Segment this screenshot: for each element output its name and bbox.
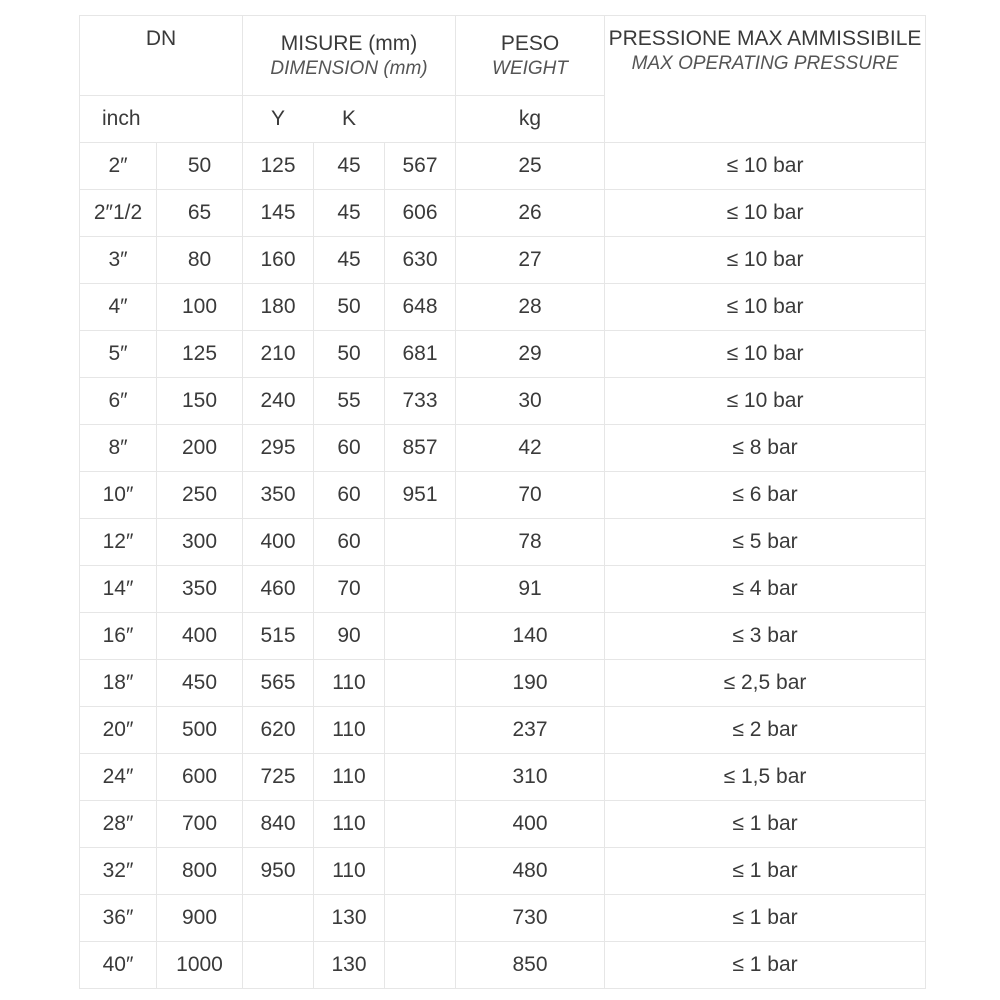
cell-k: 50 bbox=[314, 331, 385, 378]
spec-table bbox=[79, 15, 926, 989]
cell-k: 60 bbox=[314, 472, 385, 519]
cell-dn: 600 bbox=[157, 754, 243, 801]
cell-inch: 36″ bbox=[80, 895, 157, 942]
cell-pres: ≤ 10 bar bbox=[605, 190, 926, 237]
cell-l: 857 bbox=[385, 425, 456, 472]
cell-k: 50 bbox=[314, 284, 385, 331]
cell-dn: 250 bbox=[157, 472, 243, 519]
cell-y: 840 bbox=[243, 801, 314, 848]
table-row bbox=[80, 895, 926, 942]
cell-inch: 5″ bbox=[80, 331, 157, 378]
cell-peso: 28 bbox=[456, 284, 605, 331]
cell-peso: 30 bbox=[456, 378, 605, 425]
cell-inch: 16″ bbox=[80, 613, 157, 660]
cell-y: 180 bbox=[243, 284, 314, 331]
cell-y bbox=[243, 942, 314, 989]
cell-peso: 42 bbox=[456, 425, 605, 472]
cell-l bbox=[385, 660, 456, 707]
cell-y: 565 bbox=[243, 660, 314, 707]
cell-peso: 850 bbox=[456, 942, 605, 989]
header-peso-en-label: WEIGHT bbox=[492, 57, 569, 79]
table-row bbox=[80, 942, 926, 989]
cell-l bbox=[385, 848, 456, 895]
cell-pres: ≤ 10 bar bbox=[605, 331, 926, 378]
cell-peso: 480 bbox=[456, 848, 605, 895]
cell-k: 45 bbox=[314, 237, 385, 284]
cell-y: 240 bbox=[243, 378, 314, 425]
cell-y: 950 bbox=[243, 848, 314, 895]
cell-y: 620 bbox=[243, 707, 314, 754]
table-row bbox=[80, 143, 926, 190]
table-row bbox=[80, 848, 926, 895]
cell-pres: ≤ 1 bar bbox=[605, 942, 926, 989]
cell-peso: 140 bbox=[456, 613, 605, 660]
cell-dn: 125 bbox=[157, 331, 243, 378]
cell-inch: 2″ bbox=[80, 143, 157, 190]
cell-y bbox=[243, 895, 314, 942]
header-peso bbox=[456, 16, 605, 96]
table-row bbox=[80, 425, 926, 472]
cell-peso: 70 bbox=[456, 472, 605, 519]
cell-dn: 900 bbox=[157, 895, 243, 942]
cell-k: 60 bbox=[314, 425, 385, 472]
cell-pres: ≤ 2,5 bar bbox=[605, 660, 926, 707]
cell-inch: 24″ bbox=[80, 754, 157, 801]
cell-y: 515 bbox=[243, 613, 314, 660]
cell-peso: 29 bbox=[456, 331, 605, 378]
header-dn bbox=[80, 16, 243, 96]
cell-l bbox=[385, 895, 456, 942]
cell-peso: 190 bbox=[456, 660, 605, 707]
cell-pres: ≤ 1,5 bar bbox=[605, 754, 926, 801]
cell-pres: ≤ 8 bar bbox=[605, 425, 926, 472]
cell-l: 733 bbox=[385, 378, 456, 425]
header-misure bbox=[243, 16, 456, 96]
table-row bbox=[80, 707, 926, 754]
cell-k: 110 bbox=[314, 848, 385, 895]
cell-y: 210 bbox=[243, 331, 314, 378]
cell-dn: 150 bbox=[157, 378, 243, 425]
cell-k: 130 bbox=[314, 895, 385, 942]
cell-y: 400 bbox=[243, 519, 314, 566]
cell-dn: 80 bbox=[157, 237, 243, 284]
cell-peso: 78 bbox=[456, 519, 605, 566]
cell-pres: ≤ 1 bar bbox=[605, 801, 926, 848]
cell-k: 45 bbox=[314, 143, 385, 190]
cell-k: 130 bbox=[314, 942, 385, 989]
cell-dn: 1000 bbox=[157, 942, 243, 989]
cell-dn: 700 bbox=[157, 801, 243, 848]
cell-dn: 100 bbox=[157, 284, 243, 331]
cell-k: 55 bbox=[314, 378, 385, 425]
header-misure-label: MISURE (mm) bbox=[280, 31, 418, 55]
table-row bbox=[80, 378, 926, 425]
cell-dn: 800 bbox=[157, 848, 243, 895]
cell-y: 145 bbox=[243, 190, 314, 237]
cell-inch: 6″ bbox=[80, 378, 157, 425]
cell-l bbox=[385, 801, 456, 848]
cell-peso: 26 bbox=[456, 190, 605, 237]
cell-y: 295 bbox=[243, 425, 314, 472]
table-row bbox=[80, 613, 926, 660]
table-row bbox=[80, 519, 926, 566]
cell-inch: 18″ bbox=[80, 660, 157, 707]
cell-dn: 400 bbox=[157, 613, 243, 660]
header-misure-en-label: DIMENSION (mm) bbox=[270, 57, 428, 79]
cell-y: 725 bbox=[243, 754, 314, 801]
cell-peso: 25 bbox=[456, 143, 605, 190]
cell-pres: ≤ 10 bar bbox=[605, 143, 926, 190]
header-pressione bbox=[605, 16, 926, 143]
cell-pres: ≤ 6 bar bbox=[605, 472, 926, 519]
cell-y: 160 bbox=[243, 237, 314, 284]
cell-inch: 20″ bbox=[80, 707, 157, 754]
unit-y: Y bbox=[243, 96, 314, 143]
cell-peso: 91 bbox=[456, 566, 605, 613]
cell-k: 110 bbox=[314, 801, 385, 848]
cell-pres: ≤ 2 bar bbox=[605, 707, 926, 754]
cell-pres: ≤ 1 bar bbox=[605, 848, 926, 895]
table-row bbox=[80, 237, 926, 284]
cell-dn: 300 bbox=[157, 519, 243, 566]
cell-l: 681 bbox=[385, 331, 456, 378]
cell-l bbox=[385, 942, 456, 989]
cell-inch: 4″ bbox=[80, 284, 157, 331]
cell-l bbox=[385, 754, 456, 801]
cell-peso: 310 bbox=[456, 754, 605, 801]
cell-inch: 32″ bbox=[80, 848, 157, 895]
cell-peso: 27 bbox=[456, 237, 605, 284]
unit-k: K bbox=[314, 96, 385, 143]
table-row bbox=[80, 331, 926, 378]
cell-pres: ≤ 10 bar bbox=[605, 378, 926, 425]
unit-inch: inch bbox=[80, 96, 243, 143]
cell-pres: ≤ 4 bar bbox=[605, 566, 926, 613]
cell-dn: 200 bbox=[157, 425, 243, 472]
cell-dn: 500 bbox=[157, 707, 243, 754]
cell-inch: 28″ bbox=[80, 801, 157, 848]
unit-blank bbox=[385, 96, 456, 143]
cell-pres: ≤ 1 bar bbox=[605, 895, 926, 942]
table-body bbox=[80, 143, 926, 989]
cell-l bbox=[385, 707, 456, 754]
cell-l bbox=[385, 566, 456, 613]
table-row bbox=[80, 660, 926, 707]
cell-l bbox=[385, 519, 456, 566]
cell-y: 350 bbox=[243, 472, 314, 519]
cell-inch: 14″ bbox=[80, 566, 157, 613]
cell-inch: 3″ bbox=[80, 237, 157, 284]
cell-k: 110 bbox=[314, 707, 385, 754]
cell-dn: 50 bbox=[157, 143, 243, 190]
table-row bbox=[80, 472, 926, 519]
header-pressione-label: PRESSIONE MAX AMMISSIBILE bbox=[608, 27, 922, 50]
cell-y: 125 bbox=[243, 143, 314, 190]
cell-k: 110 bbox=[314, 660, 385, 707]
cell-dn: 65 bbox=[157, 190, 243, 237]
cell-k: 70 bbox=[314, 566, 385, 613]
cell-inch: 40″ bbox=[80, 942, 157, 989]
header-row-titles bbox=[80, 16, 926, 96]
cell-l: 951 bbox=[385, 472, 456, 519]
cell-peso: 400 bbox=[456, 801, 605, 848]
cell-dn: 350 bbox=[157, 566, 243, 613]
cell-inch: 8″ bbox=[80, 425, 157, 472]
table-row bbox=[80, 566, 926, 613]
cell-pres: ≤ 5 bar bbox=[605, 519, 926, 566]
cell-peso: 237 bbox=[456, 707, 605, 754]
cell-k: 60 bbox=[314, 519, 385, 566]
cell-l: 567 bbox=[385, 143, 456, 190]
cell-pres: ≤ 10 bar bbox=[605, 237, 926, 284]
unit-kg: kg bbox=[456, 96, 605, 143]
table-row bbox=[80, 801, 926, 848]
cell-k: 110 bbox=[314, 754, 385, 801]
cell-inch: 2″1/2 bbox=[80, 190, 157, 237]
spec-table-container bbox=[79, 15, 926, 989]
cell-pres: ≤ 3 bar bbox=[605, 613, 926, 660]
header-peso-label: PESO bbox=[500, 31, 560, 55]
table-row bbox=[80, 190, 926, 237]
cell-y: 460 bbox=[243, 566, 314, 613]
cell-k: 90 bbox=[314, 613, 385, 660]
cell-l: 606 bbox=[385, 190, 456, 237]
cell-l: 630 bbox=[385, 237, 456, 284]
cell-peso: 730 bbox=[456, 895, 605, 942]
table-row bbox=[80, 284, 926, 331]
cell-inch: 10″ bbox=[80, 472, 157, 519]
cell-pres: ≤ 10 bar bbox=[605, 284, 926, 331]
table-row bbox=[80, 754, 926, 801]
header-pressione-en-label: MAX OPERATING PRESSURE bbox=[631, 53, 899, 74]
cell-dn: 450 bbox=[157, 660, 243, 707]
cell-l: 648 bbox=[385, 284, 456, 331]
header-dn-label: DN bbox=[145, 27, 177, 50]
cell-l bbox=[385, 613, 456, 660]
cell-inch: 12″ bbox=[80, 519, 157, 566]
cell-k: 45 bbox=[314, 190, 385, 237]
